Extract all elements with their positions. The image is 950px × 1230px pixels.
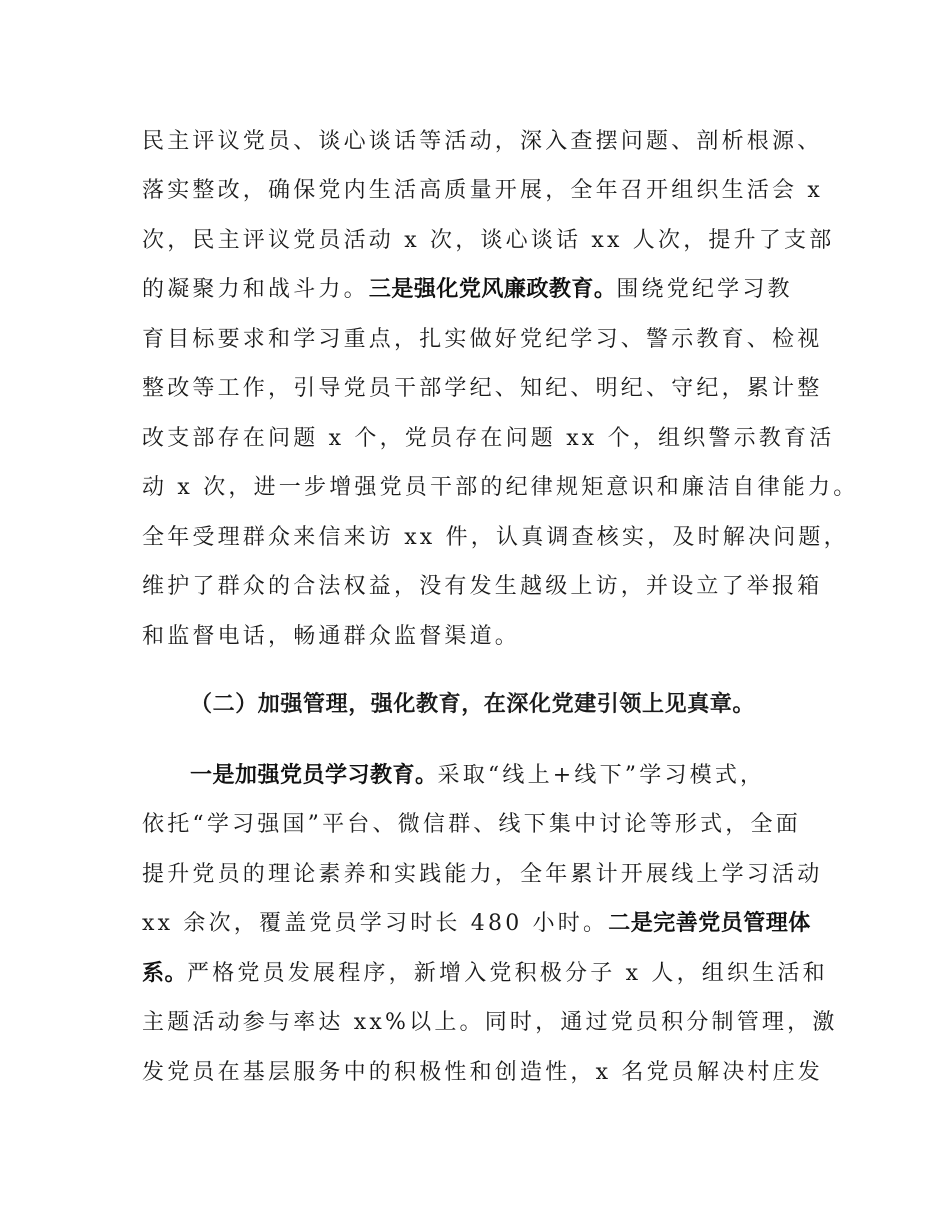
text-line: 育目标要求和学习重点，扎实做好党纪学习、警示教育、检视 [142, 327, 823, 352]
text-segment: 围绕党纪学习教 [616, 277, 793, 302]
text-segment: 的凝聚力和战斗力。 [142, 277, 369, 302]
text-line: 整改等工作，引导党员干部学纪、知纪、明纪、守纪，累计整 [142, 376, 823, 401]
text-line: 改支部存在问题 x 个，党员存在问题 xx 个，组织警示教育活 [142, 426, 835, 451]
text-segment: 严格党员发展程序，新增入党积极分子 x 人，组织生活和 [187, 961, 828, 986]
text-segment: xx 余次，覆盖党员学习时长 480 小时。 [142, 911, 609, 936]
bold-lead-phrase: 系。 [142, 961, 188, 986]
text-line: 落实整改，确保党内生活高质量开展，全年召开组织生活会 x [142, 178, 824, 203]
text-line: 全年受理群众来信来访 xx 件，认真调查核实，及时解决问题， [142, 525, 849, 550]
text-line: 发党员在基层服务中的积极性和创造性，x 名党员解决村庄发 [142, 1060, 824, 1085]
section-heading: （二）加强管理，强化教育，在深化党建引领上见真章。 [190, 692, 756, 717]
text-line: 提升党员的理论素养和实践能力，全年累计开展线上学习活动 [142, 862, 823, 887]
text-line: 动 x 次，进一步增强党员干部的纪律规矩意识和廉洁自律能力。 [142, 475, 859, 500]
bold-lead-phrase: 三是强化党风廉政教育。 [368, 277, 617, 302]
bold-lead-phrase: 一是加强党员学习教育。 [190, 763, 438, 788]
text-line [190, 761, 870, 791]
text-segment: 采取“线上+线下”学习模式， [437, 763, 766, 788]
text-line: 依托“学习强国”平台、微信群、线下集中讨论等形式，全面 [142, 812, 801, 837]
text-line: 民主评议党员、谈心谈话等活动，深入查摆问题、剖析根源、 [142, 129, 823, 154]
text-line [142, 275, 822, 305]
text-line: 主题活动参与率达 xx%以上。同时，通过党员积分制管理，激 [142, 1010, 838, 1035]
text-line [142, 909, 822, 939]
text-line [142, 959, 828, 989]
text-line: 维护了群众的合法权益，没有发生越级上访，并设立了举报箱 [142, 574, 823, 599]
text-line: 次，民主评议党员活动 x 次，谈心谈话 xx 人次，提升了支部 [142, 228, 835, 253]
text-line: 和监督电话，畅通群众监督渠道。 [142, 624, 521, 649]
bold-lead-phrase: 二是完善党员管理体 [608, 911, 811, 936]
